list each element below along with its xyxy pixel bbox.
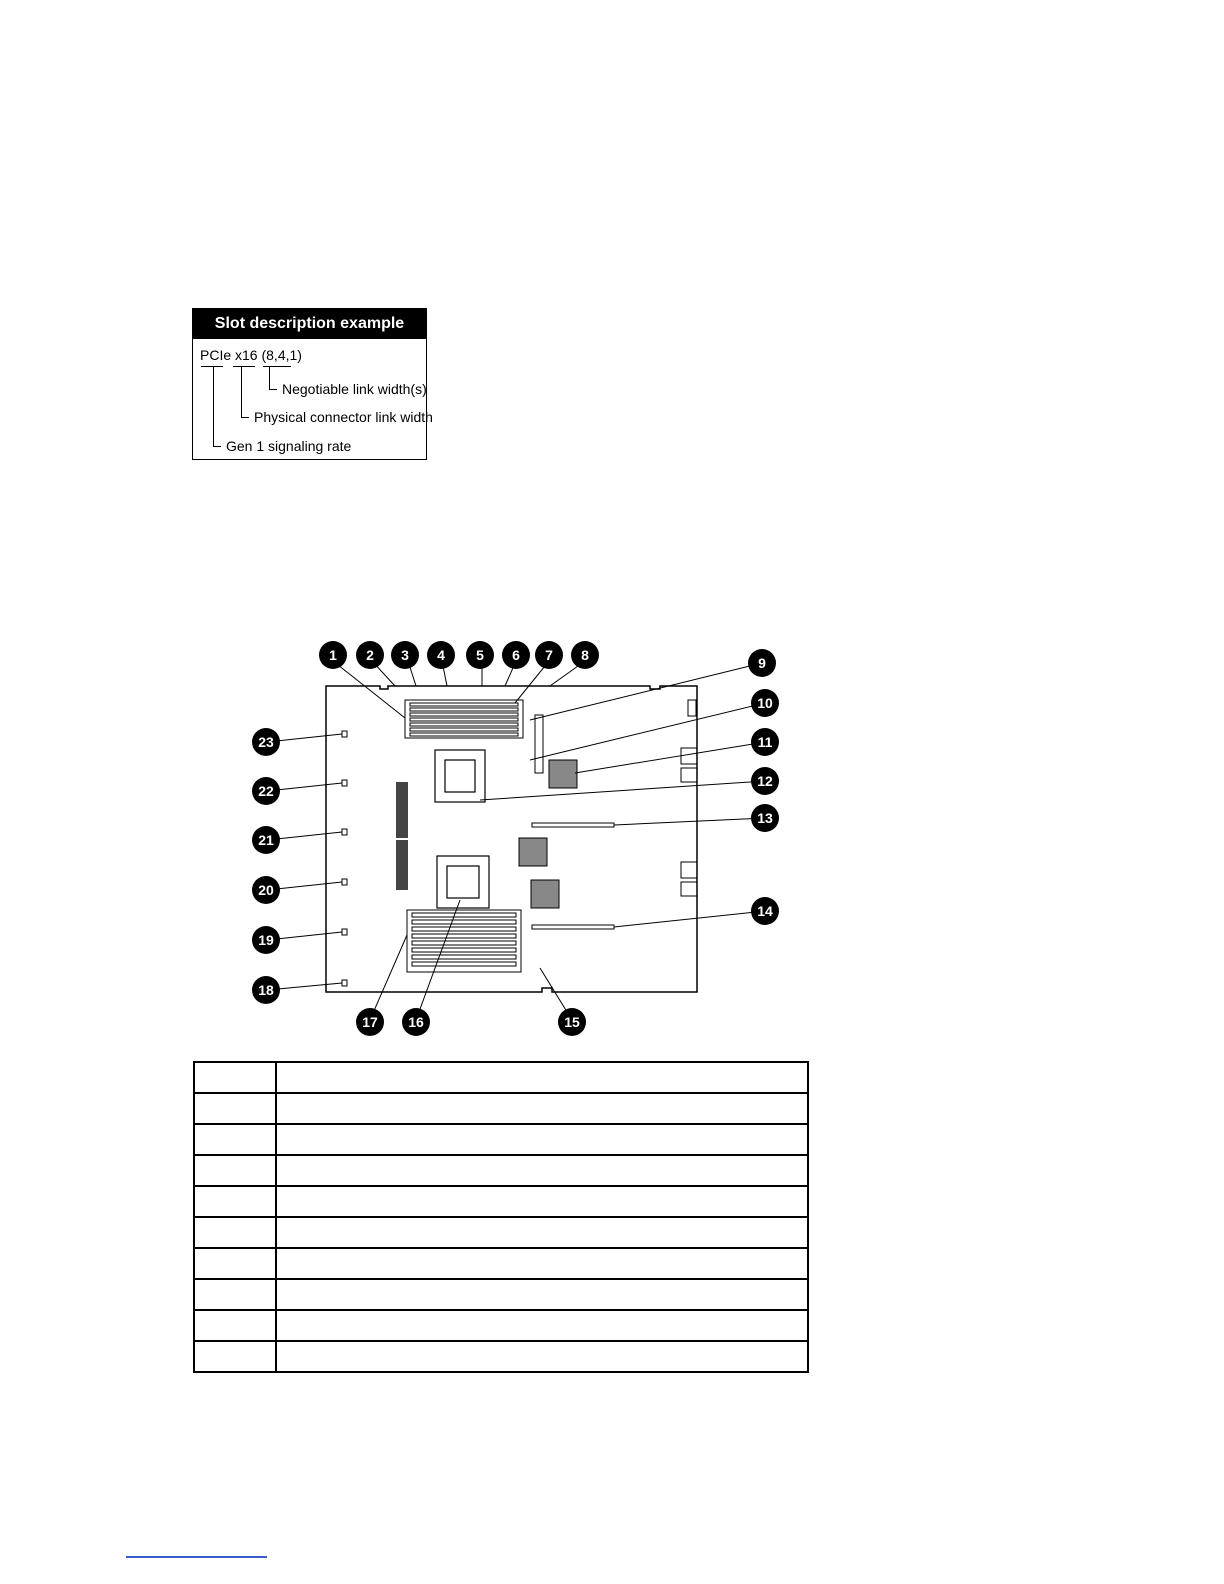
table-row <box>194 1062 808 1093</box>
rear-ports <box>681 700 697 896</box>
description-cell <box>276 1124 808 1155</box>
callout-label: 22 <box>258 783 274 799</box>
description-cell <box>276 1341 808 1372</box>
description-cell <box>276 1186 808 1217</box>
callout-15 <box>558 1008 586 1036</box>
callout-4 <box>427 641 455 669</box>
bracket-physical-h <box>241 417 249 418</box>
item-cell <box>194 1248 276 1279</box>
dimm-bank-top <box>405 700 523 738</box>
underline-widths <box>263 366 291 367</box>
callout-23 <box>252 728 280 756</box>
table-row <box>194 1093 808 1124</box>
item-cell <box>194 1155 276 1186</box>
callout-label: 13 <box>757 810 773 826</box>
callout-label: 2 <box>366 647 374 663</box>
bracket-negotiable <box>269 367 270 389</box>
footer-link-underline[interactable] <box>126 1556 267 1558</box>
bracket-physical <box>241 367 242 417</box>
callout-label: 20 <box>258 882 274 898</box>
callout-label: 9 <box>758 655 766 671</box>
callout-label: 21 <box>258 832 274 848</box>
callout-20 <box>252 876 280 904</box>
item-cell <box>194 1186 276 1217</box>
description-cell <box>276 1093 808 1124</box>
label-physical: Physical connector link width <box>254 409 433 425</box>
callout-label: 7 <box>545 647 553 663</box>
bracket-negotiable-h <box>269 389 277 390</box>
callout-label: 17 <box>362 1014 378 1030</box>
callout-11 <box>751 728 779 756</box>
callout-1 <box>319 641 347 669</box>
callout-12 <box>751 767 779 795</box>
callout-label: 16 <box>408 1014 424 1030</box>
callout-17 <box>356 1008 384 1036</box>
table-row <box>194 1341 808 1372</box>
callout-9 <box>748 649 776 677</box>
slot-description-example <box>192 308 433 460</box>
callout-19 <box>252 926 280 954</box>
processor-socket-2 <box>437 856 489 908</box>
callout-2 <box>356 641 384 669</box>
table-row <box>194 1155 808 1186</box>
description-cell <box>276 1310 808 1341</box>
callout-label: 14 <box>757 903 773 919</box>
chipset-blocks <box>519 760 577 908</box>
callout-6 <box>502 641 530 669</box>
item-cell <box>194 1310 276 1341</box>
processor-socket-1 <box>435 750 485 802</box>
vrm-blocks <box>396 782 408 890</box>
table-row <box>194 1217 808 1248</box>
item-cell <box>194 1217 276 1248</box>
table-row <box>194 1186 808 1217</box>
table-row <box>194 1279 808 1310</box>
table-row <box>194 1124 808 1155</box>
callout-label: 19 <box>258 932 274 948</box>
label-gen: Gen 1 signaling rate <box>226 438 352 454</box>
callout-label: 5 <box>476 647 484 663</box>
component-table <box>193 1061 809 1373</box>
description-cell <box>276 1248 808 1279</box>
description-cell <box>276 1279 808 1310</box>
bracket-gen-h <box>213 446 221 447</box>
table-row <box>194 1248 808 1279</box>
callout-10 <box>751 689 779 717</box>
item-cell <box>194 1279 276 1310</box>
description-cell <box>276 1155 808 1186</box>
table-row <box>194 1310 808 1341</box>
callout-label: 18 <box>258 982 274 998</box>
slot-example-title: Slot description example <box>193 309 426 339</box>
callout-5 <box>466 641 494 669</box>
label-negotiable: Negotiable link width(s) <box>282 381 427 397</box>
bracket-gen <box>213 367 214 446</box>
item-cell <box>194 1093 276 1124</box>
callout-13 <box>751 804 779 832</box>
callout-label: 1 <box>329 647 337 663</box>
callout-label: 8 <box>581 647 589 663</box>
item-cell <box>194 1124 276 1155</box>
item-cell <box>194 1062 276 1093</box>
callout-label: 12 <box>757 773 773 789</box>
system-board-diagram <box>240 630 800 1050</box>
slot-example-spec: PCIe x16 (8,4,1) <box>200 347 302 363</box>
callout-8 <box>571 641 599 669</box>
callout-18 <box>252 976 280 1004</box>
callout-16 <box>402 1008 430 1036</box>
fan-connectors <box>342 731 347 986</box>
callout-label: 15 <box>564 1014 580 1030</box>
board-outline <box>326 686 697 992</box>
callout-22 <box>252 777 280 805</box>
underline-pcie <box>201 366 223 367</box>
description-cell <box>276 1062 808 1093</box>
callout-label: 23 <box>258 734 274 750</box>
dimm-bank-bottom <box>407 910 521 972</box>
callout-label: 3 <box>401 647 409 663</box>
item-cell <box>194 1341 276 1372</box>
underline-x16 <box>233 366 255 367</box>
callout-label: 6 <box>512 647 520 663</box>
callout-21 <box>252 826 280 854</box>
callout-14 <box>751 897 779 925</box>
callout-label: 11 <box>757 734 773 750</box>
callout-label: 10 <box>757 695 773 711</box>
callout-3 <box>391 641 419 669</box>
callout-label: 4 <box>437 647 445 663</box>
description-cell <box>276 1217 808 1248</box>
callout-7 <box>535 641 563 669</box>
